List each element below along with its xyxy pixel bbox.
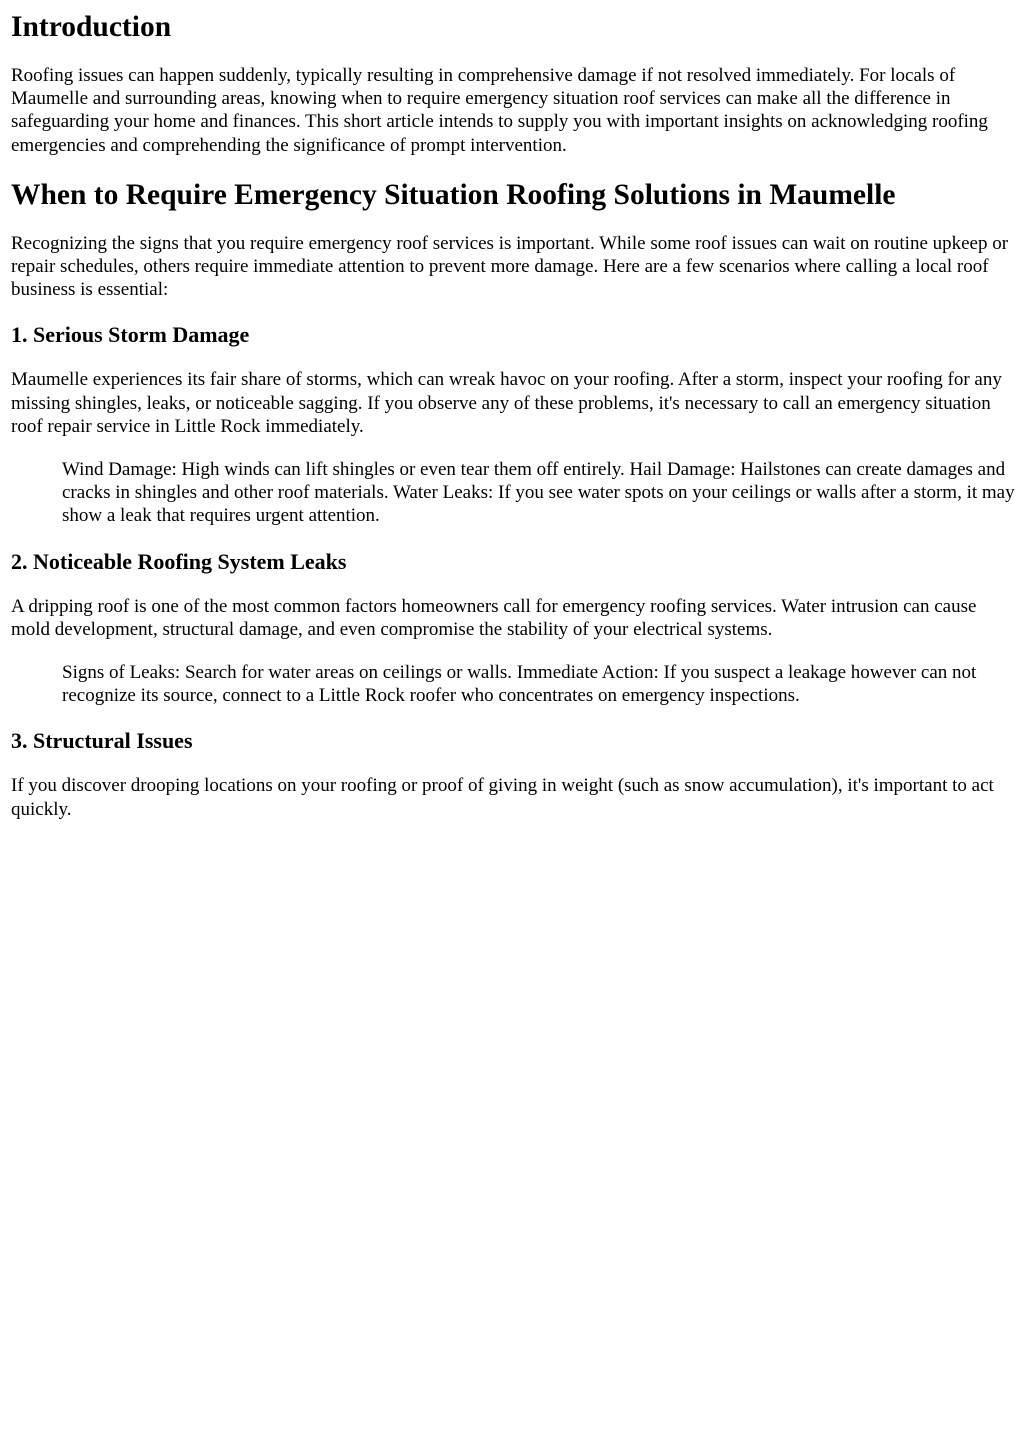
intro-paragraph: Roofing issues can happen suddenly, typically resulting in comprehensive damage if not resolved immediately. For locals of Maumelle and surrounding areas, knowing when to require emergency situation roof services can make all the difference in safeguarding your home and finances. This short article intends to supply you with important insights on acknowledging roofing emergencies and comprehending the significance of prompt intervention. [11, 65, 988, 156]
article [0, 10, 1024, 821]
storm-heading: 1. Serious Storm Damage [11, 322, 250, 348]
intro-heading: Introduction [11, 11, 172, 43]
structural-paragraph: If you discover drooping locations on your roofing or proof of giving in weight (such as snow accumulation), it's important to act quickly. [11, 775, 994, 820]
leaks-quote: Signs of Leaks: Search for water areas on ceilings or walls. Immediate Action: If you suspect a leakage however can not recognize its source, connect to a Little Rock roofer who concentrates on emergency inspections. [62, 662, 977, 707]
structural-heading: 3. Structural Issues [11, 728, 193, 754]
leaks-heading: 2. Noticeable Roofing System Leaks [11, 548, 347, 574]
when-heading: When to Require Emergency Situation Roofing Solutions in Maumelle [11, 178, 896, 211]
when-paragraph: Recognizing the signs that you require emergency roof services is important. While some roof issues can wait on routine upkeep or repair schedules, others require immediate attention to prevent more damage. Here are a few scenarios where calling a local roof business is essential: [11, 232, 1009, 301]
storm-paragraph: Maumelle experiences its fair share of storms, which can wreak havoc on your roofing. After a storm, inspect your roofing for any missing shingles, leaks, or noticeable sagging. If you observe any of these problems, it's necessary to call an emergency situation roof repair service in Little Rock immediately. [11, 369, 1002, 437]
storm-quote: Wind Damage: High winds can lift shingles or even tear them off entirely. Hail Damage: Hailstones can create damages and cracks in shingles and other roof materials. Water Leaks: If you see water spots on your ceilings or walls after a storm, it may show a leak that requires urgent attention. [62, 459, 1015, 527]
leaks-paragraph: A dripping roof is one of the most common factors homeowners call for emergency roofing services. Water intrusion can cause mold development, structural damage, and even compromise the stability of your electrical systems. [11, 595, 977, 640]
